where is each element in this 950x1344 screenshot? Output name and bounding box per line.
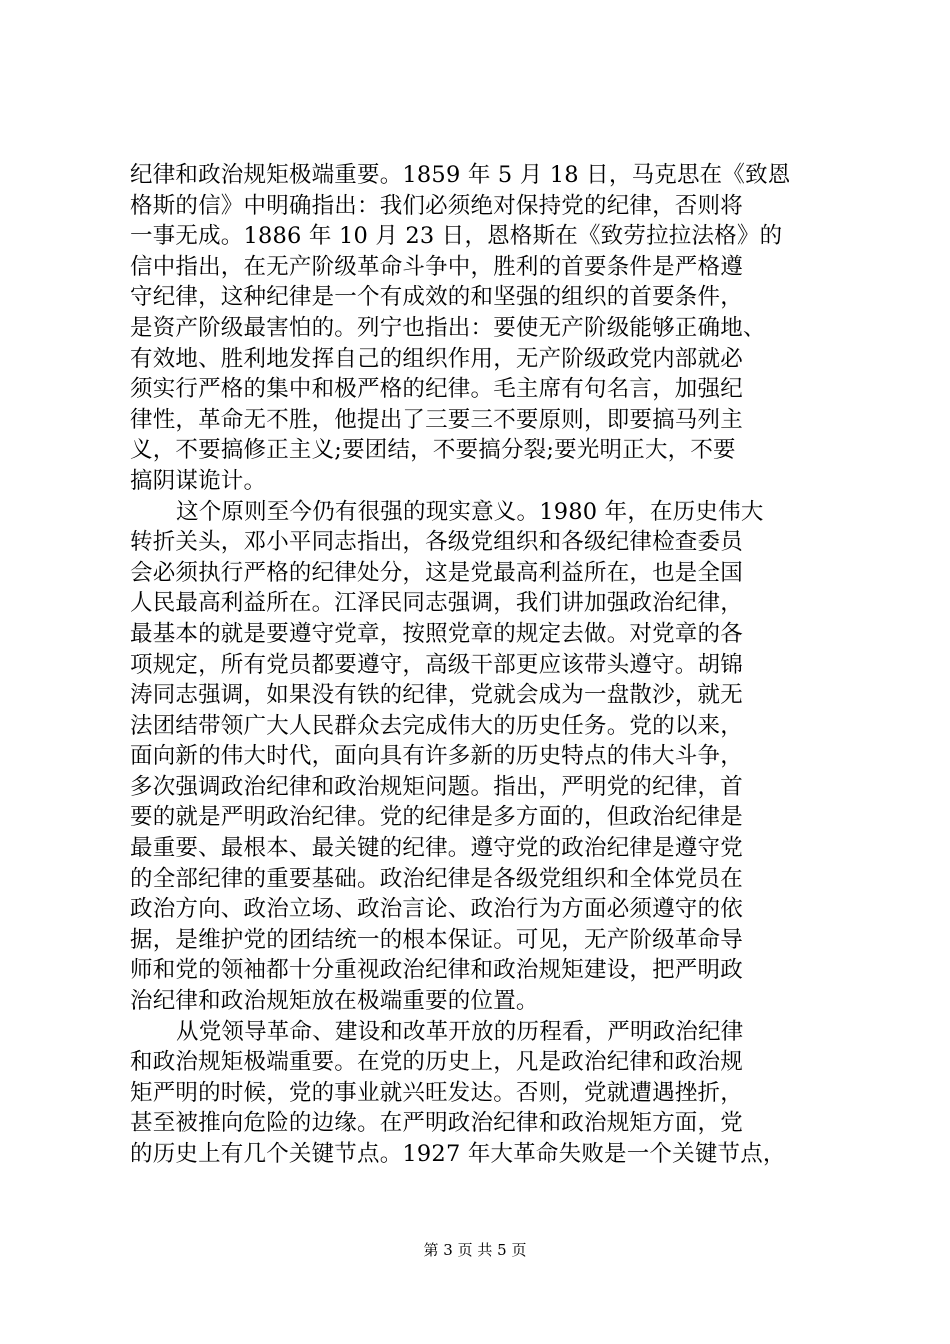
text-line: 面向新的伟大时代，面向具有许多新的历史特点的伟大斗争，	[130, 743, 743, 770]
text-line: 和政治规矩极端重要。在党的历史上，凡是政治纪律和政治规	[130, 1049, 743, 1076]
text-line: 人民最高利益所在。江泽民同志强调，我们讲加强政治纪律，	[130, 590, 743, 617]
page-number: 第 3 页 共 5 页	[423, 1241, 527, 1259]
text-line: 格斯的信》中明确指出：我们必须绝对保持党的纪律，否则将	[130, 192, 743, 219]
text-line: 信中指出，在无产阶级革命斗争中，胜利的首要条件是严格遵	[130, 253, 743, 280]
text-line: 搞阴谋诡计。	[130, 467, 267, 494]
text-line: 会必须执行严格的纪律处分，这是党最高利益所在，也是全国	[130, 559, 743, 586]
text-line: 多次强调政治纪律和政治规矩问题。指出，严明党的纪律，首	[130, 773, 743, 800]
text-line: 纪律和政治规矩极端重要。1859 年 5 月 18 日，马克思在《致恩	[130, 162, 791, 188]
text-line: 法团结带领广大人民群众去完成伟大的历史任务。党的以来，	[130, 712, 743, 739]
text-line: 要的就是严明政治纪律。党的纪律是多方面的，但政治纪律是	[130, 804, 743, 831]
text-line: 义，不要搞修正主义;要团结，不要搞分裂;要光明正大，不要	[130, 437, 736, 464]
text-line: 甚至被推向危险的边缘。在严明政治纪律和政治规矩方面，党	[130, 1110, 743, 1137]
text-line: 有效地、胜利地发挥自己的组织作用，无产阶级政党内部就必	[130, 345, 743, 372]
text-line: 律性，革命无不胜，他提出了三要三不要原则，即要搞马列主	[130, 406, 743, 433]
text-line: 政治方向、政治立场、政治言论、政治行为方面必须遵守的依	[130, 896, 743, 923]
text-line: 最重要、最根本、最关键的纪律。遵守党的政治纪律是遵守党	[130, 835, 743, 862]
text-line: 的全部纪律的重要基础。政治纪律是各级党组织和全体党员在	[130, 865, 743, 892]
text-line: 最基本的就是要遵守党章，按照党章的规定去做。对党章的各	[130, 620, 743, 647]
text-line: 的历史上有几个关键节点。1927 年大革命失败是一个关键节点，	[130, 1141, 786, 1167]
text-line: 治纪律和政治规矩放在极端重要的位置。	[130, 988, 539, 1015]
text-line: 须实行严格的集中和极严格的纪律。毛主席有句名言，加强纪	[130, 376, 743, 403]
text-line: 矩严明的时候，党的事业就兴旺发达。否则，党就遭遇挫折，	[130, 1079, 743, 1106]
text-line: 项规定，所有党员都要遵守，高级干部更应该带头遵守。胡锦	[130, 651, 743, 678]
text-line: 守纪律，这种纪律是一个有成效的和坚强的组织的首要条件，	[130, 284, 743, 311]
text-line: 涛同志强调，如果没有铁的纪律，党就会成为一盘散沙，就无	[130, 682, 743, 709]
text-line: 一事无成。1886 年 10 月 23 日，恩格斯在《致劳拉拉法格》的	[130, 223, 783, 250]
text-line: 从党领导革命、建设和改革开放的历程看，严明政治纪律	[176, 1018, 744, 1045]
text-line: 是资产阶级最害怕的。列宁也指出：要使无产阶级能够正确地、	[130, 314, 766, 341]
text-line: 转折关头，邓小平同志指出，各级党组织和各级纪律检查委员	[130, 529, 743, 556]
page-footer	[0, 1240, 950, 1260]
document-body	[130, 160, 830, 1170]
text-line: 这个原则至今仍有很强的现实意义。1980 年，在历史伟大	[176, 498, 764, 525]
text-line: 据，是维护党的团结统一的根本保证。可见，无产阶级革命导	[130, 926, 743, 953]
text-line: 师和党的领袖都十分重视政治纪律和政治规矩建设，把严明政	[130, 957, 743, 984]
